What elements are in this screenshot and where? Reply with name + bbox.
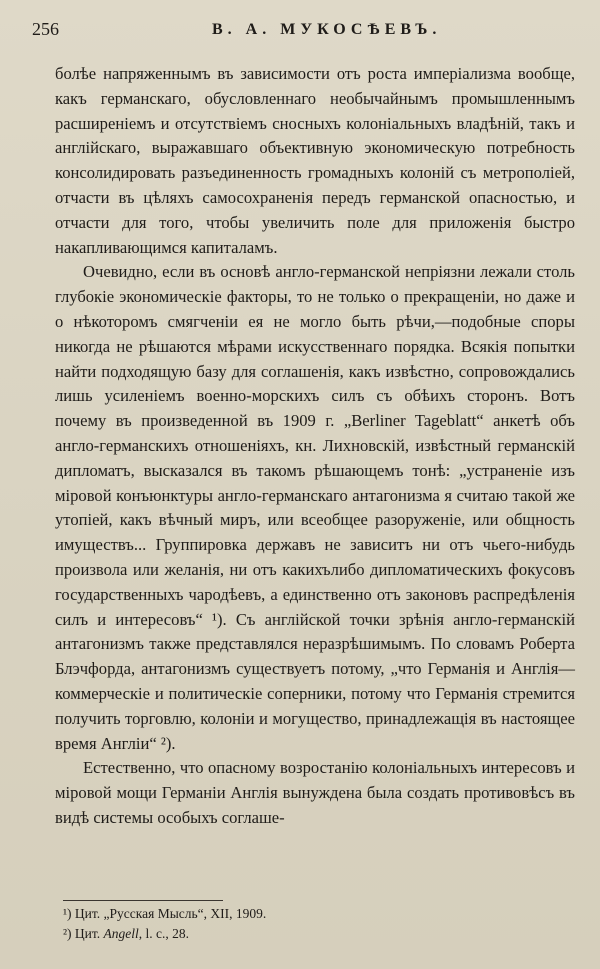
footnote-divider: [63, 900, 223, 901]
page-number: 256: [32, 19, 59, 39]
footnote-1: [63, 904, 563, 924]
footnote-2-author: Angell: [103, 926, 139, 941]
running-head: В. А. МУКОСѢЕВЪ.: [212, 21, 442, 38]
footnote-2-suffix: , l. c., 28.: [138, 926, 190, 941]
paragraph-2: Очевидно, если въ основѣ англо-германской непріязни лежали столь глубокіе экономическіе факторы, то не только о прекращеніи, но даже и о нѣкоторомъ смягченіи ея не могло быть рѣчи,—подобные споры никогда не рѣшаются мѣрами искусственнаго порядка. Всякія попытки найти подходящую базу для соглашенія, какъ извѣстно, сопровождались лишь усиленіемъ военно-морскихъ силъ съ обѣихъ сторонъ. Вотъ почему въ произведенной въ 1909 г. „Berliner Tageblatt“ анкетѣ объ англо-германскихъ отношеніяхъ, кн. Лихновскій, извѣстный германскій дипломатъ, высказался въ такомъ рѣшающемъ тонѣ: „устраненіе изъ міровой конъюнктуры англо-германскаго антагонизма я считаю такой же утопіей, какъ вѣчный миръ, или всеобщее разоруженіе, или общность имуществъ... Группировка державъ не зависитъ ни отъ чьего-нибудь произвола или желанія, ни отъ какихълибо дипломатическихъ фокусовъ государственныхъ чародѣевъ, а единственно отъ законовъ распредѣленія силъ и интересовъ“ ¹). Съ англійской точки зрѣнія англо-германскій антагонизмъ также представлялся неразрѣшимымъ. По словамъ Роберта Блэчфорда, антагонизмъ существуетъ потому, „что Германія и Англія—коммерческіе и политическіе соперники, потому что Германія стремится получить торговлю, колоніи и могущество, принадлежащія въ настоящее время Англіи“ ²).: [55, 262, 575, 753]
paragraph-3: Естественно, что опасному возростанію колоніальныхъ интересовъ и міровой мощи Германіи Англія вынуждена была создать противовѣсъ въ видѣ системы особыхъ соглаше-: [55, 758, 575, 827]
page-header: [32, 16, 580, 44]
footnote-2: [63, 924, 563, 944]
footnote-1-text: ¹) Цит. „Русская Мысль“, XII, 1909.: [63, 906, 267, 921]
body-text: [55, 62, 575, 831]
footnotes: [63, 904, 563, 944]
paragraph-1: болѣе напряженнымъ въ зависимости отъ роста имперіализма вообще, какъ германскаго, обусловленнаго необычайнымъ промышленнымъ расширеніемъ и отсутствіемъ сносныхъ колоніальныхъ владѣній, такъ и англійскаго, выражавшаго объективную экономическую потребность консолидировать разъединенность громадныхъ колоній съ метрополіей, отчасти въ цѣляхъ самосохраненія передъ германской опасностью, и отчасти для того, чтобы увеличить поле для приложенія быстро накапливающимся капиталамъ.: [55, 64, 575, 257]
footnote-2-prefix: ²) Цит.: [63, 926, 104, 941]
